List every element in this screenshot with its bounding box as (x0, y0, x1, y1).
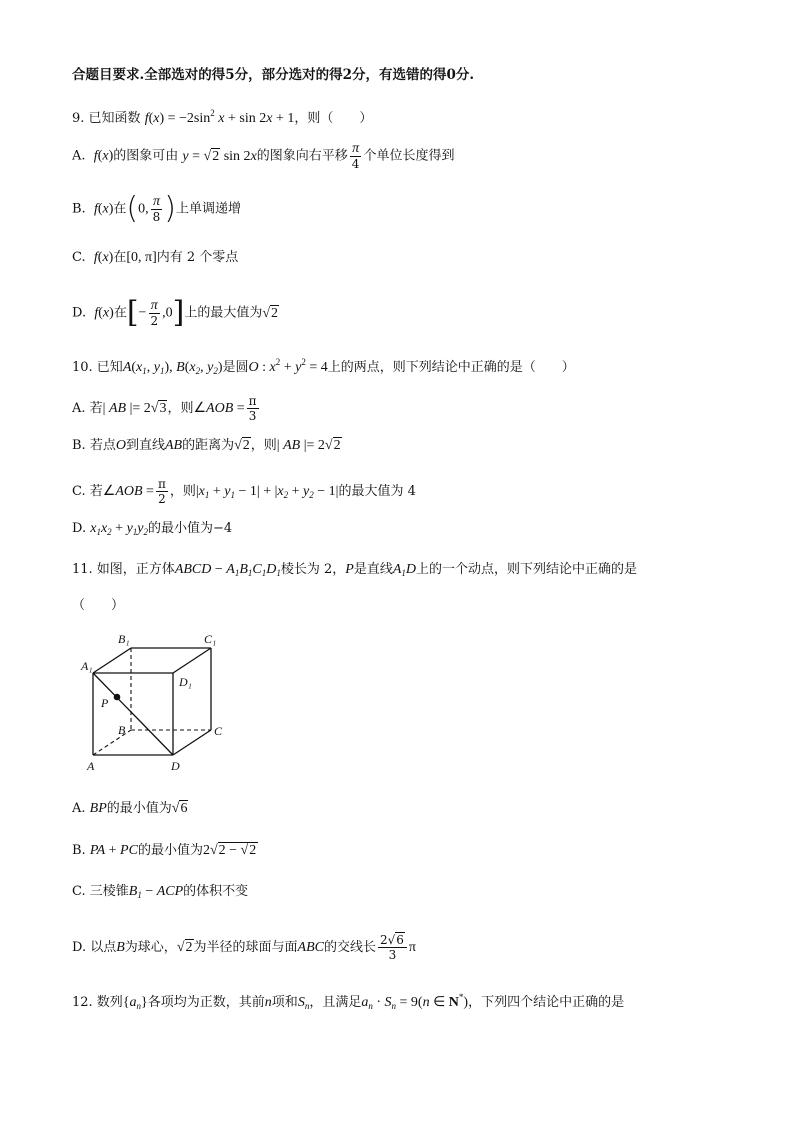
diagonal-a1d (93, 673, 173, 755)
q11-option-b: B. PA + PC的最小值为2√2 − √2 (72, 843, 257, 858)
q9-option-a: A. f(x)的图象可由 y = √2 sin 2x的图象向右平移 $\frac{\pi}{4}$ 个单位长度得到 (72, 141, 455, 171)
edge-dc (173, 730, 211, 755)
cube-figure (78, 628, 238, 778)
edge-d1c1 (173, 648, 211, 673)
label-c: C (214, 724, 223, 738)
label-b: B (118, 723, 126, 737)
q11-option-c: C. 三棱锥$B_1$ − ACP的体积不变 (72, 884, 249, 900)
label-a1: A₁ (81, 659, 93, 673)
question-11-stem: 11. 如图，正方体ABCD − $A_1B_1C_1D_1$棱长为 2，P是直线$A_1D$上的一个动点，则下列结论中正确的是 (72, 562, 638, 578)
label-b1: B₁ (118, 632, 130, 646)
q9-option-c: C. f(x)在[0, π]内有 2 个零点 (72, 250, 239, 265)
q11-option-a: A. BP的最小值为√6 (72, 801, 188, 816)
question-11-paren: （ ） (72, 598, 125, 613)
label-a: A (87, 759, 95, 773)
question-9-stem: 9. 已知函数 $f(x) = -2\sin^2$ x + sin 2x + 1，则（ ） (72, 108, 373, 126)
q9-option-b: B. f(x)在(0, $\frac{\pi}{8}$ )上单调递增 (72, 191, 242, 226)
edge-a1b1 (93, 648, 131, 673)
q10-option-c: C. 若∠AOB = $\frac{\pi}{2}$ ，则$|x_1 + y_1 - 1| + |x_2 + y_2 - 1|$的最大值为 4 (72, 477, 416, 506)
q9-option-d: D. f(x)在[− $\frac{\pi}{2}$ ,0]上的最大值为√2 (72, 295, 279, 330)
q9-stem-end: ，则（ ） (294, 111, 373, 126)
q11-option-d: D. 以点B为球心，√2为半径的球面与面ABC的交线长 $\frac{2√6}{3}$ π (72, 933, 416, 962)
question-12-stem: 12. 数列$\{a_n\}$各项均为正数，其前n项和$S_n$，且满足$a_n \cdot S_n = 9(n$ ∈ N*)，下列四个结论中正确的是 (72, 992, 625, 1011)
q10-option-a: A. 若| AB |= 2√3，则∠AOB = $\frac{\pi}{3}$ (72, 394, 257, 423)
q9-stem-text: 9. 已知函数 (72, 111, 141, 126)
q10-option-b: B. 若点O到直线AB的距离为√2，则| AB |= 2√2 (72, 438, 341, 453)
label-c1: C₁ (204, 632, 217, 646)
label-d: D (171, 759, 180, 773)
label-p: P (101, 696, 109, 710)
question-10-stem: 10. 已知$A(x_1$, $y_1$), $B(x_2$, $y_2$)是圆O : $x^2 + y^2 = 4$上的两点，则下列结论中正确的是（ ） (72, 357, 575, 376)
q10-option-d: D. $x_1x_2 + y_1y_2$的最小值为−4 (72, 521, 233, 537)
section-instructions: 合题目要求.全部选对的得5分，部分选对的得2分，有选错的得0分. (72, 67, 475, 83)
label-d1: D₁ (179, 675, 192, 689)
point-p (114, 694, 121, 701)
